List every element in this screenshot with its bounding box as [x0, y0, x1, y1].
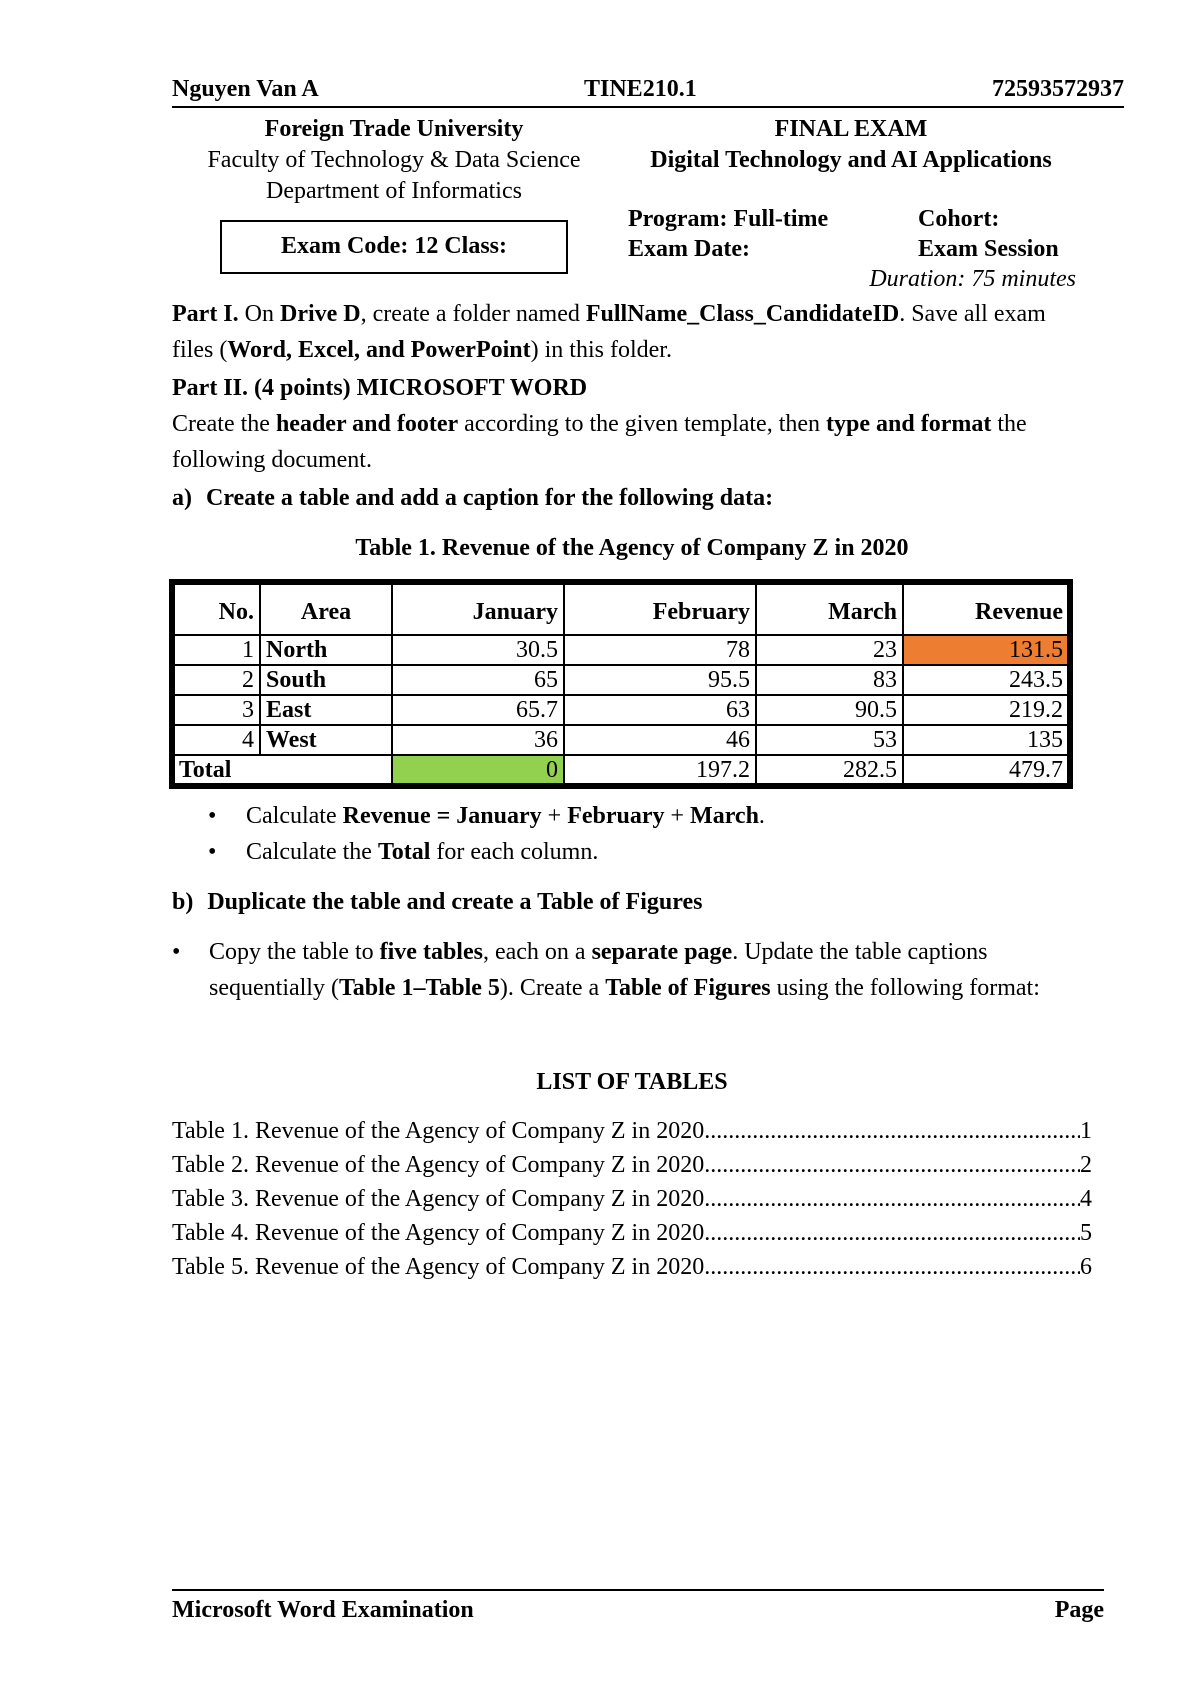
table-row: 4 West 36 46 53 135	[173, 725, 1069, 755]
exam-code-box: Exam Code: 12 Class:	[220, 220, 568, 274]
list-of-tables-title: LIST OF TABLES	[536, 1069, 728, 1095]
footer-title: Microsoft Word Examination	[172, 1597, 474, 1623]
footer-page: Page	[1054, 1597, 1104, 1623]
institution-block	[172, 114, 616, 207]
header-revenue: Revenue	[903, 583, 1069, 635]
header-area: Area	[260, 583, 392, 635]
header-february: February	[564, 583, 756, 635]
table-caption: Table 1. Revenue of the Agency of Company Z in 2020	[355, 535, 909, 561]
university-name: Foreign Trade University	[264, 116, 524, 142]
subject-name: Digital Technology and AI Applications	[650, 147, 1052, 173]
table-header-row	[173, 583, 1069, 635]
cohort-label: Cohort:	[918, 206, 1000, 232]
section-a-heading: a) Create a table and add a caption for the following data:	[172, 485, 774, 511]
toc-entry[interactable]: Table 1. Revenue of the Agency of Company Z in 2020 ..... 1	[172, 1114, 1092, 1148]
bullet-icon: •	[172, 939, 181, 965]
program-label: Program: Full-time	[628, 206, 829, 232]
page-footer	[172, 1589, 1104, 1624]
toc-entry[interactable]: Table 2. Revenue of the Agency of Company Z in 2020 ..... 2	[172, 1148, 1092, 1182]
january-total-highlight-cell: 0	[392, 755, 564, 785]
bullet-total: • Calculate the Total for each column.	[208, 834, 598, 870]
header-course: TINE210.1	[584, 76, 697, 102]
part1-paragraph: Part I. On Drive D, create a folder named FullName_Class_CandidateID. Save all exam files (Word, Excel, and PowerPoint) in this folder.	[172, 301, 1046, 363]
table-row: 1 North 30.5 78 23 131.5	[173, 635, 1069, 665]
total-label: Total	[173, 755, 392, 785]
toc-entry[interactable]: Table 3. Revenue of the Agency of Company Z in 2020 ..... 4	[172, 1182, 1092, 1216]
page-header	[172, 76, 1124, 108]
duration-text: Duration: 75 minutes	[869, 266, 1076, 292]
header-name: Nguyen Van A	[172, 76, 319, 102]
revenue-highlight-cell: 131.5	[903, 635, 1069, 665]
faculty-name: Faculty of Technology & Data Science	[207, 147, 581, 173]
table-row: 3 East 65.7 63 90.5 219.2	[173, 695, 1069, 725]
bullet-icon: •	[208, 839, 217, 865]
bullet-copy-tables: • Copy the table to five tables, each on a separate page. Update the table captions sequentially (Table 1–Table 5). Create a Table of Figures using the following format:	[172, 934, 1092, 1006]
table-of-figures	[172, 1114, 1092, 1284]
revenue-table	[172, 582, 1070, 786]
part2-title: Part II. (4 points) MICROSOFT WORD	[172, 375, 588, 401]
header-january: January	[392, 583, 564, 635]
exam-session-label: Exam Session	[918, 236, 1059, 262]
exam-title: FINAL EXAM	[774, 116, 928, 142]
toc-entry[interactable]: Table 4. Revenue of the Agency of Company Z in 2020 ..... 5	[172, 1216, 1092, 1250]
header-march: March	[756, 583, 903, 635]
bullet-icon: •	[208, 803, 217, 829]
table-row: 2 South 65 95.5 83 243.5	[173, 665, 1069, 695]
header-id: 72593572937	[992, 76, 1124, 102]
exam-date-label: Exam Date:	[628, 236, 750, 262]
header-no: No.	[173, 583, 260, 635]
bullet-revenue-formula: • Calculate Revenue = January + February + March.	[208, 798, 765, 834]
part2-paragraph: Create the header and footer according to the given template, then type and format the following document.	[172, 411, 1027, 473]
toc-entry[interactable]: Table 5. Revenue of the Agency of Company Z in 2020 ..... 6	[172, 1250, 1092, 1284]
table-total-row: Total 0 197.2 282.5 479.7	[173, 755, 1069, 785]
exam-title-block	[626, 114, 1076, 176]
department-name: Department of Informatics	[266, 178, 522, 204]
section-b-heading: b) Duplicate the table and create a Table of Figures	[172, 889, 703, 915]
